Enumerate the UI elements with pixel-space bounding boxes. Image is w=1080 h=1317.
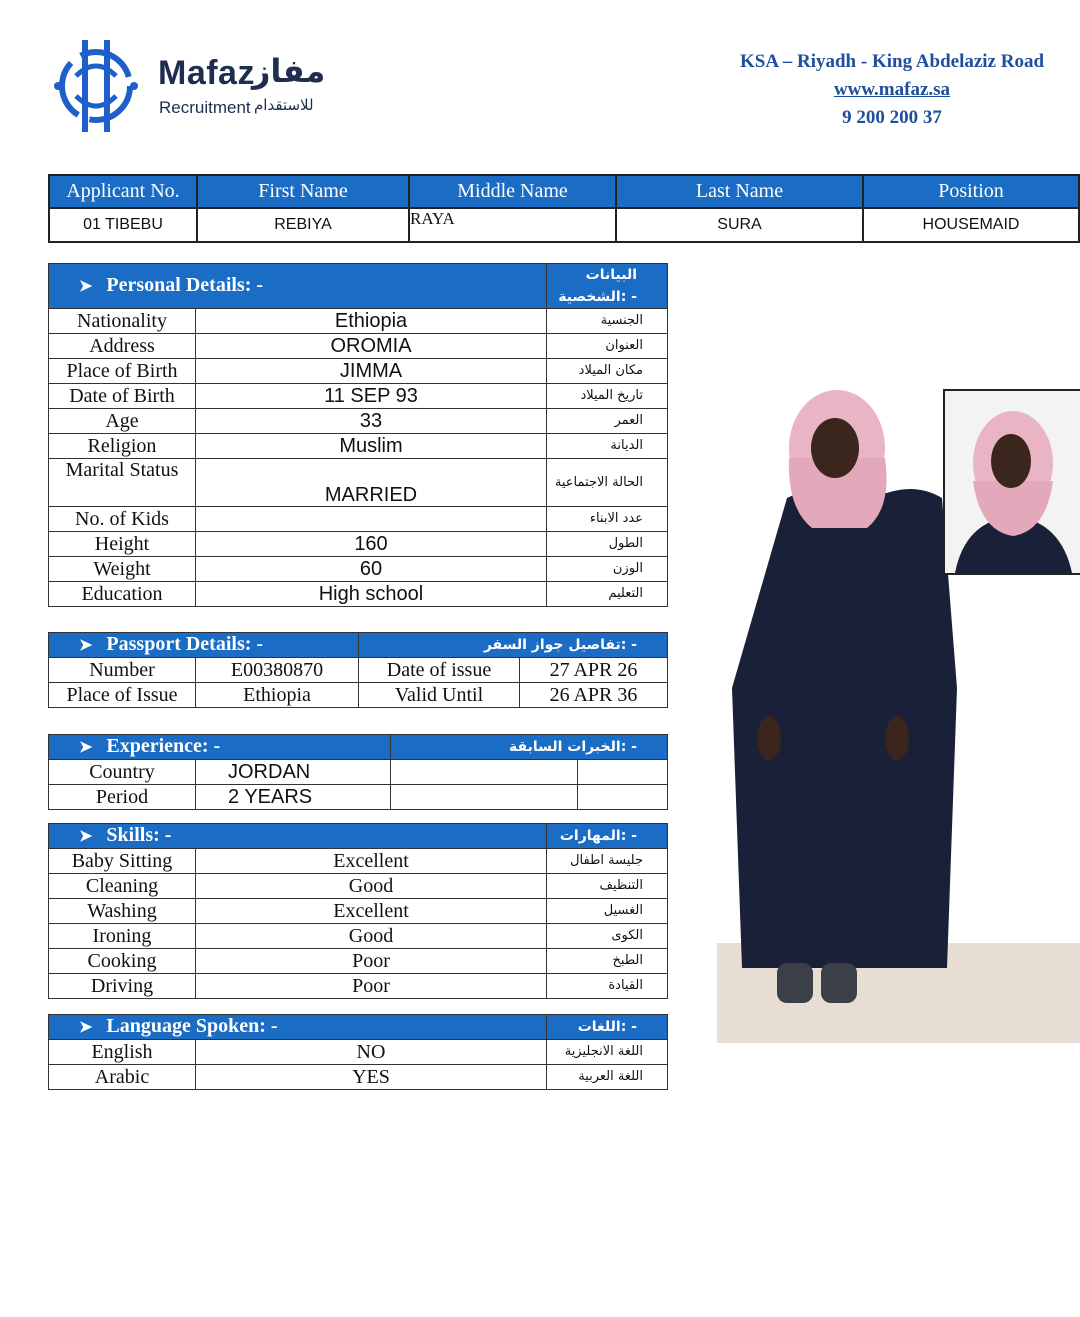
first-name-header: First Name xyxy=(197,175,409,208)
first-name: REBIYA xyxy=(197,208,409,242)
table-row: Country JORDAN xyxy=(49,760,668,785)
table-row: Cooking Poor الطبخ xyxy=(49,949,668,974)
table-row: Cleaning Good التنظيف xyxy=(49,874,668,899)
table-row: Address OROMIA العنوان xyxy=(49,334,668,359)
middle-name: RAYA xyxy=(409,208,616,242)
table-row: Arabic YES اللغة العربية xyxy=(49,1065,668,1090)
logo-subtitle-ar: للاستقدام xyxy=(254,96,314,114)
passport-valid-until: 26 APR 36 xyxy=(520,683,668,708)
arrow-icon: ➤ xyxy=(79,637,93,654)
passport-details-table xyxy=(48,632,668,708)
personal-details-title-ar: البيانات الشخصية: - xyxy=(547,264,668,309)
table-row: Baby Sitting Excellent جليسة اطفال xyxy=(49,849,668,874)
table-row: Date of Birth 11 SEP 93 تاريخ الميلاد xyxy=(49,384,668,409)
arrow-icon: ➤ xyxy=(79,278,93,295)
passport-place: Ethiopia xyxy=(196,683,359,708)
languages-title-ar: اللغات: - xyxy=(547,1015,668,1040)
table-row: Ironing Good الكوى xyxy=(49,924,668,949)
passport-number: E00380870 xyxy=(196,658,359,683)
passport-issue-date: 27 APR 26 xyxy=(520,658,668,683)
table-row: Period 2 YEARS xyxy=(49,785,668,810)
passport-details-title: ➤ Passport Details: - xyxy=(49,633,359,658)
skills-title-ar: المهارات: - xyxy=(547,824,668,849)
languages-table xyxy=(48,1014,668,1090)
position-header: Position xyxy=(863,175,1079,208)
passport-details-title-ar: تفاصيل جواز السفر: - xyxy=(359,633,668,658)
logo-subtitle: Recruitment xyxy=(159,98,251,117)
contact-block xyxy=(732,48,1052,132)
table-row: Washing Excellent الغسيل xyxy=(49,899,668,924)
logo-name: Mafaz xyxy=(158,54,255,92)
experience-title-ar: الخبرات السابقة: - xyxy=(391,735,668,760)
company-logo xyxy=(52,36,352,136)
experience-country: JORDAN xyxy=(196,760,391,785)
experience-title: ➤ Experience: - xyxy=(49,735,391,760)
table-row: Age 33 العمر xyxy=(49,409,668,434)
skills-title: ➤ Skills: - xyxy=(49,824,547,849)
applicant-table xyxy=(48,174,1080,243)
position: HOUSEMAID xyxy=(863,208,1079,242)
table-row: Marital Status MARRIED الحالة الاجتماعية xyxy=(49,459,668,507)
personal-details-title: ➤ Personal Details: - xyxy=(49,264,547,309)
table-row: Number E00380870 Date of issue 27 APR 26 xyxy=(49,658,668,683)
table-row: Height 160 الطول xyxy=(49,532,668,557)
last-name-header: Last Name xyxy=(616,175,863,208)
languages-title: ➤ Language Spoken: - xyxy=(49,1015,547,1040)
arrow-icon: ➤ xyxy=(79,739,93,756)
skills-table xyxy=(48,823,668,999)
applicant-no: 01 TIBEBU xyxy=(49,208,197,242)
table-row: No. of Kids عدد الابناء xyxy=(49,507,668,532)
last-name: SURA xyxy=(616,208,863,242)
applicant-no-header: Applicant No. xyxy=(49,175,197,208)
logo-name-ar: مفاز xyxy=(252,52,326,90)
experience-period: 2 YEARS xyxy=(196,785,391,810)
experience-table xyxy=(48,734,668,810)
table-row: Education High school التعليم xyxy=(49,582,668,607)
table-row: Religion Muslim الديانة xyxy=(49,434,668,459)
logo-mark-icon xyxy=(52,36,140,136)
portrait-photo xyxy=(943,389,1080,575)
personal-details-table xyxy=(48,263,668,607)
table-row: English NO اللغة الانجليزية xyxy=(49,1040,668,1065)
company-address: KSA – Riyadh - King Abdelaziz Road xyxy=(739,51,1045,72)
phone-number: 9 200 200 37 xyxy=(842,107,942,128)
table-row: Weight 60 الوزن xyxy=(49,557,668,582)
arrow-icon: ➤ xyxy=(79,828,93,845)
table-row: Nationality Ethiopia الجنسية xyxy=(49,309,668,334)
table-row: Driving Poor القيادة xyxy=(49,974,668,999)
website-link[interactable]: www.mafaz.sa xyxy=(833,79,951,100)
table-row: Place of Birth JIMMA مكان الميلاد xyxy=(49,359,668,384)
arrow-icon: ➤ xyxy=(79,1019,93,1036)
middle-name-header: Middle Name xyxy=(409,175,616,208)
table-row: Place of Issue Ethiopia Valid Until 26 APR 36 xyxy=(49,683,668,708)
